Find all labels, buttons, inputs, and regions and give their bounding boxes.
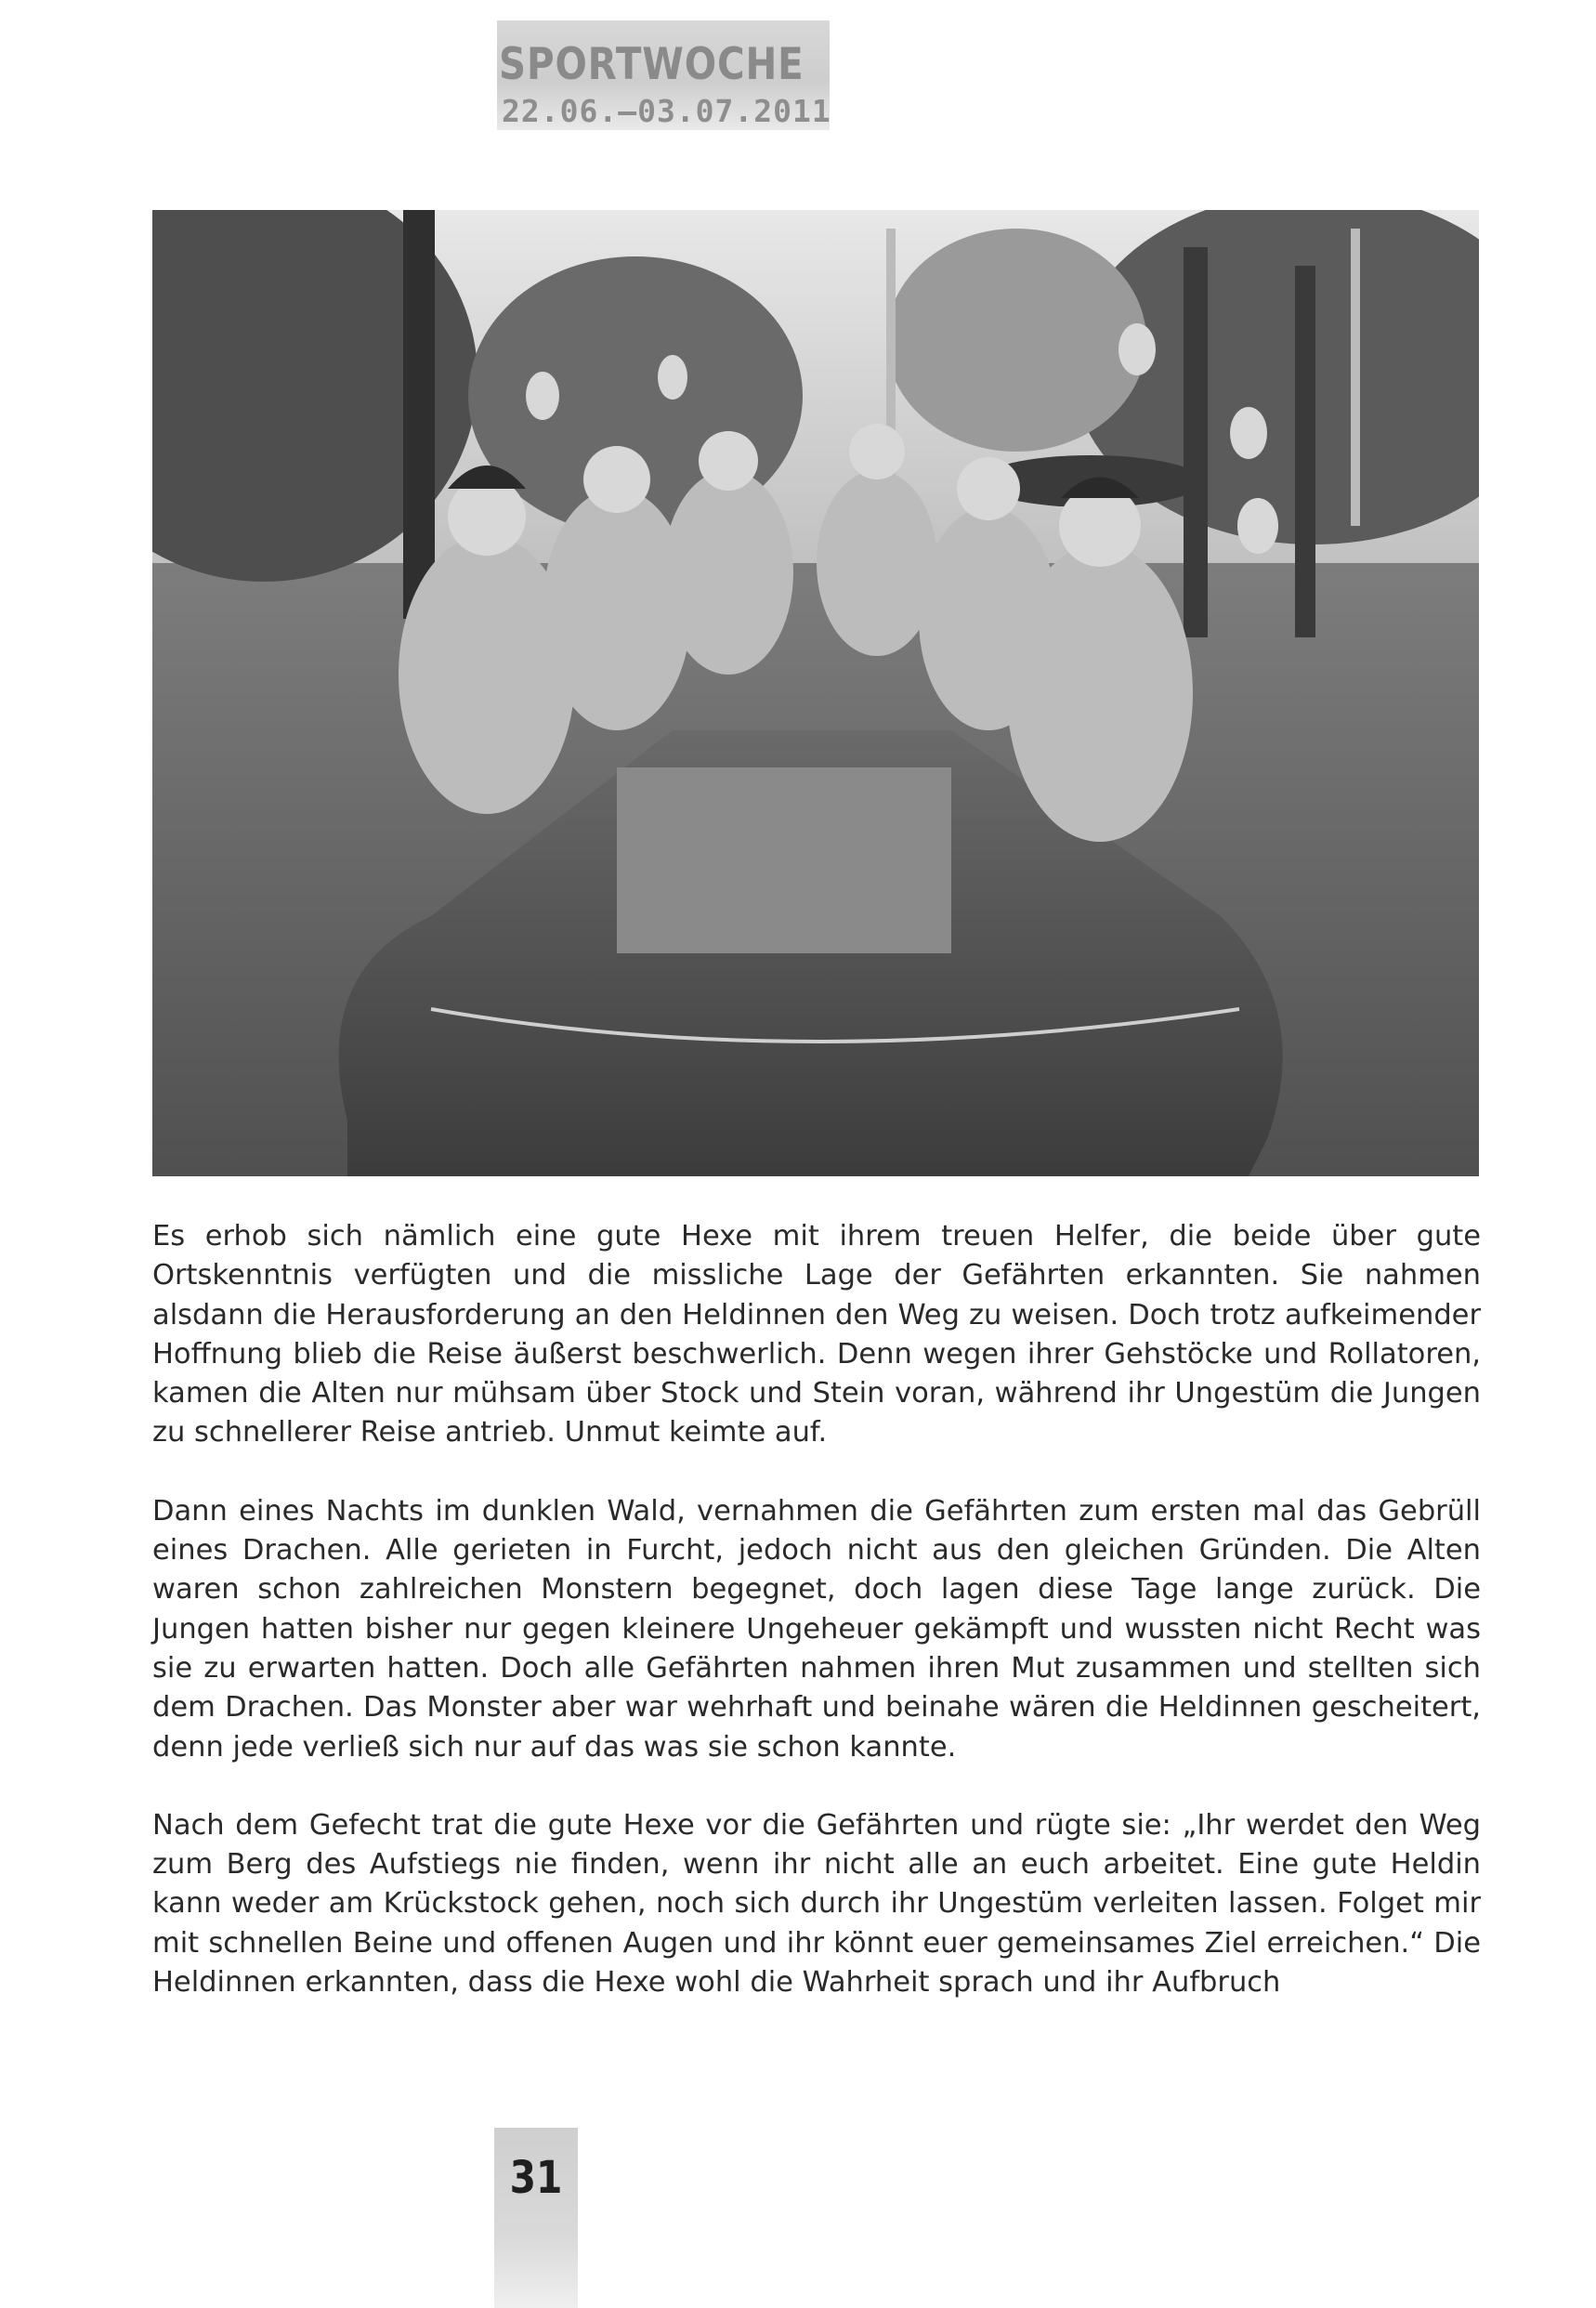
paragraph-1: Es erhob sich nämlich eine gute Hexe mit ihrem treuen Helfer, die beide über gute Ortskenntnis verfügten und die missliche Lage der Gefährten erkannten. Sie nahmen alsdann die Herausforderung an den Heldinnen den Weg zu weisen. Doch trotz aufkeimender Hoffnung blieb die Reise äußerst beschwerlich. Denn wegen ihrer Gehstöcke und Rollatoren, kamen die Alten nur mühsam über Stock und Stein voran, während ihr Ungestüm die Jungen zu schnellerer Reise antrieb. Unmut keimte auf. — [152, 1220, 1481, 1449]
paragraph-2: Dann eines Nachts im dunklen Wald, vernahmen die Gefährten zum ersten mal das Gebrüll eines Drachen. Alle gerieten in Furcht, jedoch nicht aus den gleichen Gründen. Die Alten waren schon zahlreichen Monstern begegnet, doch lagen diese Tage lange zurück. Die Jungen hatten bisher nur gegen kleinere Ungeheuer gekämpft und wussten nicht Recht was sie zu erwarten hatten. Doch alle Gefährten nahmen ihren Mut zusammen und stellten sich dem Drachen. Das Monster aber war wehrhaft und beinahe wären die Heldinnen gescheitert, denn jede verließ sich nur auf das was sie schon kannte. — [152, 1494, 1481, 1764]
header-date: 22.06.–03.07.2011 — [502, 93, 831, 129]
article-body — [152, 1217, 1481, 2041]
photo-illustration-icon — [152, 210, 1479, 1176]
paragraph-3: Nach dem Gefecht trat die gute Hexe vor die Gefährten und rügte sie: „Ihr werdet den Weg zum Berg des Aufstiegs nie finden, wenn ihr nicht alle an euch arbeitet. Eine gute Heldin kann weder am Krückstock gehen, noch sich durch ihr Ungestüm verleiten lassen. Folget mir mit schnellen Beine und offenen Augen und ihr könnt euer gemeinsames Ziel erreichen.“ Die Heldinnen erkannten, dass die Hexe wohl die Wahrheit sprach und ihr Aufbruch — [152, 1808, 1481, 2000]
header-title: SPORTWOCHE — [499, 39, 805, 90]
page-number: 31 — [509, 2152, 563, 2204]
group-photo-raft — [152, 210, 1479, 1176]
